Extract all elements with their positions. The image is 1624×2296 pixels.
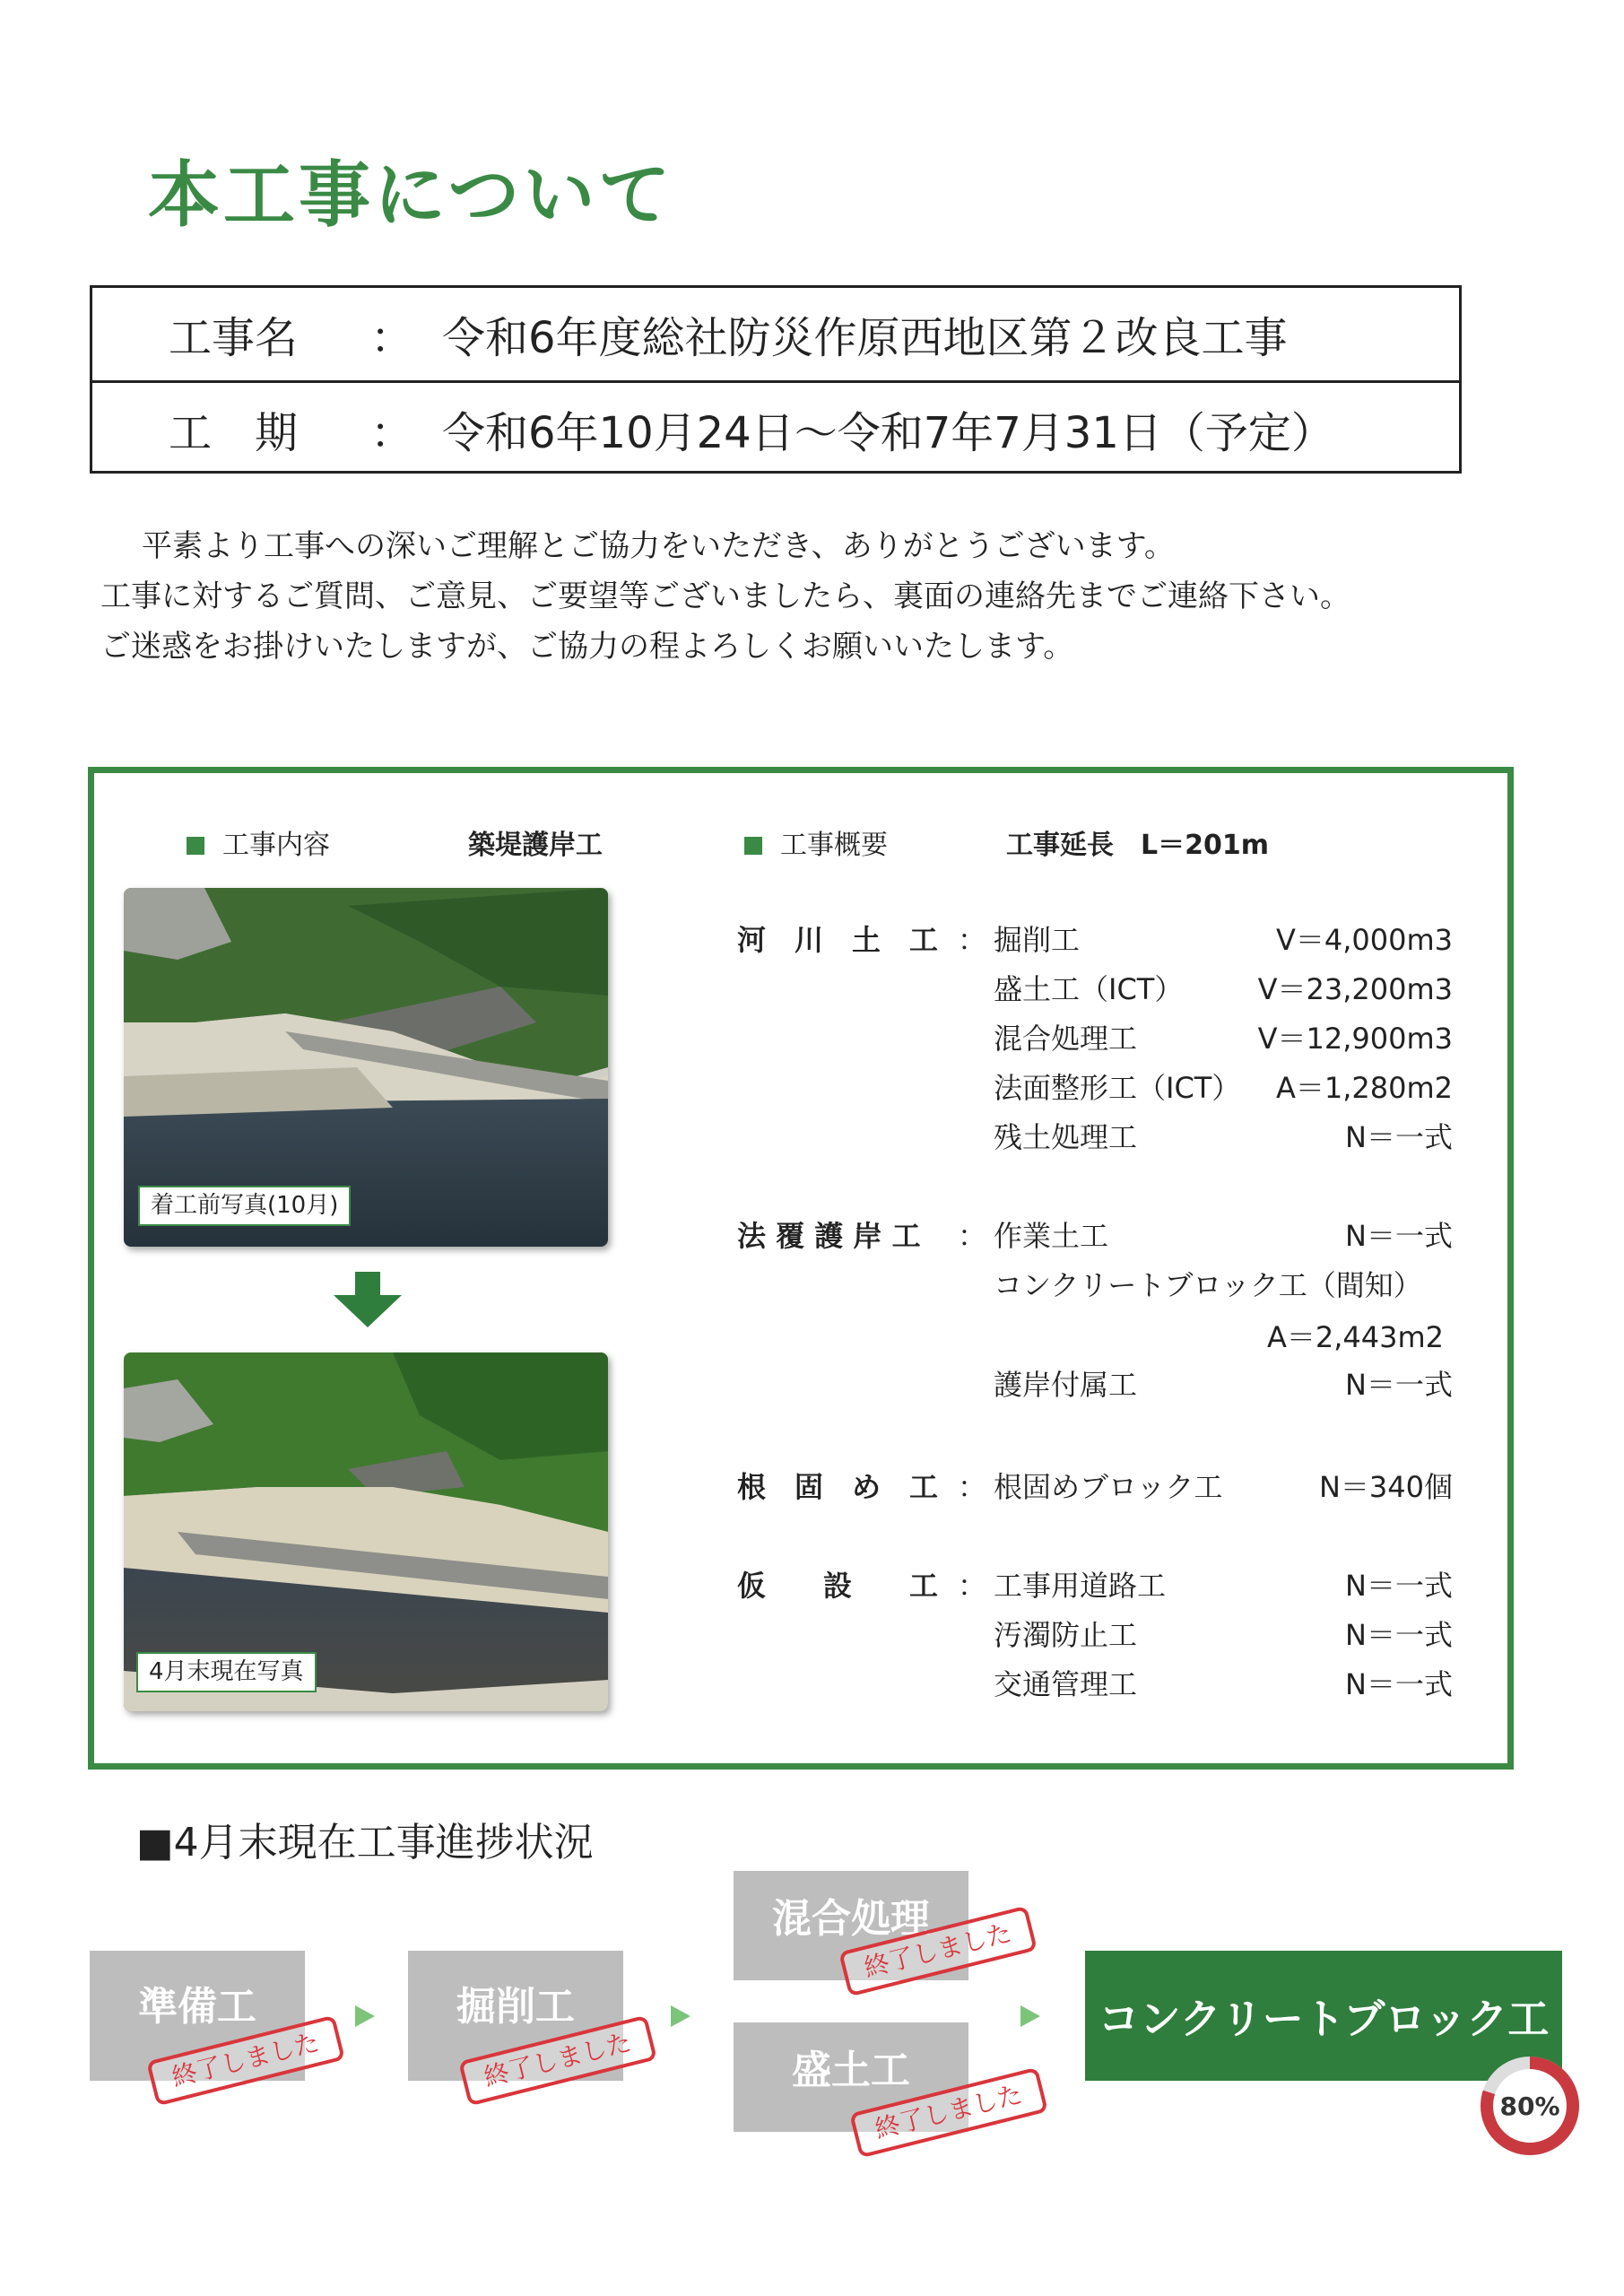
progress-heading: ■4月末現在工事進捗状況 [136,1820,594,1866]
step-label: 準備工 [138,1983,256,2030]
item-name: 掘削工 [994,923,1081,957]
category-slope-revetment: 法 覆 護 岸 工 [737,1219,921,1253]
item-name: 工事用道路工 [994,1569,1167,1603]
completed-stamp: 終了しました [146,2015,345,2107]
project-name-row [92,288,1459,379]
current-step-label: コンクリートブロック工 [1098,1994,1550,2043]
step-label: 盛土工 [792,2048,910,2093]
intro-line-1: 平素より工事への深いご理解とご協力をいただき、ありがとうございます。 [142,528,1175,564]
photo-after-label: 4月末現在写真 [136,1652,317,1692]
category-colon: ： [958,1569,987,1603]
step-label: 掘削工 [456,1983,575,2030]
square-bullet-icon [744,837,762,855]
project-period-label: 工 期 [169,407,299,458]
project-period-colon: ： [370,407,414,458]
item-name: 残土処理工 [994,1120,1138,1154]
down-arrow-icon [334,1272,402,1331]
item-quantity: N＝340個 [1318,1470,1453,1504]
category-colon: ： [958,1470,987,1504]
item-name: 汚濁防止工 [994,1618,1138,1652]
page-title: 本工事について [148,153,674,237]
item-quantity: V＝12,900m3 [1257,1022,1453,1056]
completed-stamp: 終了しました [458,2015,657,2107]
photo-before-label: 着工前写真(10月) [138,1186,351,1226]
item-quantity: V＝4,000m3 [1275,923,1453,957]
completed-stamp: 終了しました [838,1906,1038,1997]
item-quantity: N＝一式 [1345,1219,1453,1253]
right-arrow-icon [1020,2005,1040,2027]
item-quantity: N＝一式 [1345,1569,1453,1603]
category-river-earthwork: 河 川 土 工 [737,923,939,957]
item-quantity: N＝一式 [1345,1120,1453,1154]
content-heading [187,832,330,859]
project-name-colon: ： [370,312,414,363]
item-name: 護岸付属工 [994,1368,1138,1402]
project-info-table [90,285,1462,474]
category-foot-protection: 根 固 め 工 [737,1470,939,1504]
project-name-label: 工事名 [169,312,299,363]
project-name-value: 令和6年度総社防災作原西地区第２改良工事 [442,312,1288,363]
intro-line-3: ご迷惑をお掛けいたしますが、ご協力の程よろしくお願いいたします。 [100,629,1074,665]
overview-heading-value: 工事延長 L＝201m [1006,830,1269,861]
completed-stamp: 終了しました [849,2067,1048,2159]
overview-heading [744,832,888,859]
right-arrow-icon [355,2005,375,2027]
category-colon: ： [958,923,987,957]
content-heading-label: 工事内容 [222,830,330,861]
item-quantity: N＝一式 [1345,1618,1453,1652]
content-heading-value: 築堤護岸工 [468,830,603,861]
step-label: 混合処理 [772,1896,930,1942]
item-name: 根固めブロック工 [994,1470,1223,1504]
project-period-value: 令和6年10月24日～令和7年7月31日（予定） [442,407,1334,458]
item-name: コンクリートブロック工（間知） [994,1268,1422,1302]
item-quantity: V＝23,200m3 [1257,972,1453,1006]
progress-gauge [1478,2054,1582,2158]
item-quantity: A＝1,280m2 [1275,1071,1453,1105]
item-name: 作業土工 [994,1219,1109,1253]
progress-percent: 80% [1499,2091,1560,2121]
overview-heading-label: 工事概要 [780,830,888,861]
item-quantity: A＝2,443m2 [1266,1320,1444,1354]
item-quantity: N＝一式 [1345,1667,1453,1701]
category-temporary-works: 仮 設 工 [737,1569,939,1603]
item-name: 交通管理工 [994,1667,1138,1701]
square-bullet-icon [187,837,204,855]
right-arrow-icon [671,2005,690,2027]
item-name: 法面整形工（ICT） [994,1071,1241,1105]
intro-line-2: 工事に対するご質問、ご意見、ご要望等ございましたら、裏面の連絡先までご連絡下さい。 [100,578,1350,614]
category-colon: ： [958,1219,987,1253]
item-quantity: N＝一式 [1345,1368,1453,1402]
project-period-row [92,383,1459,474]
item-name: 混合処理工 [994,1022,1138,1056]
item-name: 盛土工（ICT） [994,972,1184,1006]
